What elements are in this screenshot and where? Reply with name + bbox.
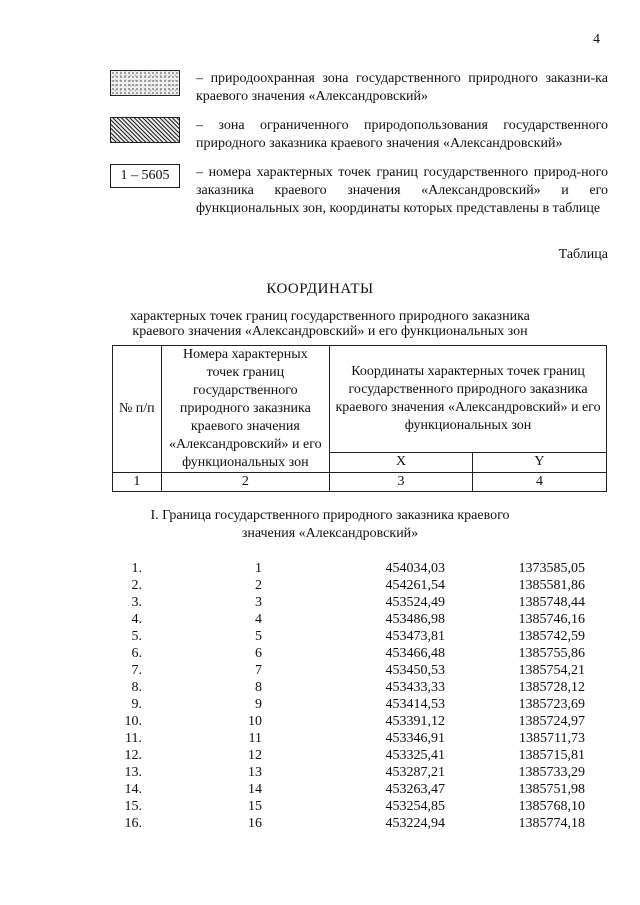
row-number: 12. bbox=[124, 748, 142, 763]
table-row bbox=[0, 560, 640, 577]
table-row bbox=[0, 815, 640, 832]
coordinate-x: 453473,81 bbox=[385, 629, 445, 644]
document-subtitle: характерных точек границ государственного природного заказника краевого значения «Александровский» и его функциональных зон bbox=[130, 309, 530, 339]
header-x: X bbox=[330, 452, 473, 472]
point-number: 2 bbox=[255, 578, 262, 593]
point-number: 12 bbox=[248, 748, 262, 763]
point-number: 1 bbox=[255, 561, 262, 576]
row-number: 8. bbox=[131, 680, 142, 695]
hatched-zone-swatch bbox=[110, 117, 180, 143]
table-caption: Таблица bbox=[558, 247, 608, 262]
header-col-point-numbers: Номера характерных точек границ государственного природного заказника краевого значения «Александровский» и его функциональных зон bbox=[161, 346, 329, 473]
point-number: 5 bbox=[255, 629, 262, 644]
table-row bbox=[0, 713, 640, 730]
coordinate-y: 1385751,98 bbox=[518, 782, 585, 797]
table-row bbox=[0, 696, 640, 713]
row-number: 4. bbox=[131, 612, 142, 627]
row-number: 14. bbox=[124, 782, 142, 797]
coordinate-y: 1385774,18 bbox=[518, 816, 585, 831]
page-number: 4 bbox=[593, 32, 600, 47]
section-title: I. Граница государственного природного заказника краевого значения «Александровский» bbox=[150, 508, 510, 541]
header-index-2: 2 bbox=[161, 473, 329, 492]
table-row bbox=[0, 679, 640, 696]
coordinate-x: 453391,12 bbox=[385, 714, 445, 729]
coordinate-y: 1385581,86 bbox=[518, 578, 585, 593]
coordinate-y: 1385748,44 bbox=[518, 595, 585, 610]
coordinate-x: 453486,98 bbox=[385, 612, 445, 627]
header-col-number: № п/п bbox=[113, 346, 162, 473]
table-row bbox=[0, 662, 640, 679]
dotted-zone-swatch bbox=[110, 70, 180, 96]
coordinate-rows bbox=[0, 560, 640, 832]
point-number: 11 bbox=[248, 731, 262, 746]
coordinate-x: 453466,48 bbox=[385, 646, 445, 661]
legend-text-point-numbers: – номера характерных точек границ государственного природ-ного заказника краевого значения «Александровский» и его функциональных зон, координаты которых представлены в таблице bbox=[196, 165, 608, 216]
row-number: 2. bbox=[131, 578, 142, 593]
coordinate-y: 1385755,86 bbox=[518, 646, 585, 661]
legend-text-protected-zone: – природоохранная зона государственного природного заказни-ка краевого значения «Александровский» bbox=[196, 71, 608, 104]
coordinate-y: 1385733,29 bbox=[518, 765, 585, 780]
coordinate-y: 1385728,12 bbox=[518, 680, 585, 695]
table-row bbox=[0, 577, 640, 594]
point-number: 6 bbox=[255, 646, 262, 661]
coordinate-x: 453346,91 bbox=[385, 731, 445, 746]
table-row bbox=[0, 798, 640, 815]
coordinate-x: 453450,53 bbox=[385, 663, 445, 678]
row-number: 15. bbox=[124, 799, 142, 814]
point-number: 15 bbox=[248, 799, 262, 814]
row-number: 13. bbox=[124, 765, 142, 780]
header-table bbox=[112, 345, 607, 492]
document-title: КООРДИНАТЫ bbox=[266, 281, 374, 297]
coordinate-x: 453287,21 bbox=[385, 765, 445, 780]
coordinate-x: 453433,33 bbox=[385, 680, 445, 695]
coordinate-y: 1385768,10 bbox=[518, 799, 585, 814]
legend-text-limited-zone: – зона ограниченного природопользования государственного природного заказника краевого значения «Александровский» bbox=[196, 118, 608, 151]
point-number: 7 bbox=[255, 663, 262, 678]
table-row bbox=[0, 764, 640, 781]
table-row bbox=[0, 781, 640, 798]
point-number: 10 bbox=[248, 714, 262, 729]
header-index-1: 1 bbox=[113, 473, 162, 492]
point-number: 3 bbox=[255, 595, 262, 610]
coordinate-x: 453414,53 bbox=[385, 697, 445, 712]
coordinate-x: 454034,03 bbox=[385, 561, 445, 576]
row-number: 1. bbox=[131, 561, 142, 576]
coordinate-x: 453263,47 bbox=[385, 782, 445, 797]
coordinate-y: 1385723,69 bbox=[518, 697, 585, 712]
coordinate-x: 453224,94 bbox=[385, 816, 445, 831]
row-number: 6. bbox=[131, 646, 142, 661]
row-number: 11. bbox=[125, 731, 142, 746]
point-number: 14 bbox=[248, 782, 262, 797]
table-row bbox=[0, 628, 640, 645]
point-number: 4 bbox=[255, 612, 262, 627]
header-y: Y bbox=[472, 452, 606, 472]
point-number: 8 bbox=[255, 680, 262, 695]
header-index-3: 3 bbox=[330, 473, 473, 492]
table-row bbox=[0, 611, 640, 628]
coordinate-y: 1385724,97 bbox=[518, 714, 585, 729]
coordinate-y: 1385715,81 bbox=[518, 748, 585, 763]
table-row bbox=[0, 645, 640, 662]
coordinate-y: 1385742,59 bbox=[518, 629, 585, 644]
point-number: 13 bbox=[248, 765, 262, 780]
coordinate-y: 1385711,73 bbox=[519, 731, 585, 746]
table-row bbox=[0, 594, 640, 611]
coordinate-y: 1373585,05 bbox=[518, 561, 585, 576]
coordinate-y: 1385746,16 bbox=[518, 612, 585, 627]
coordinate-x: 453254,85 bbox=[385, 799, 445, 814]
table-row bbox=[0, 730, 640, 747]
coordinate-x: 453524,49 bbox=[385, 595, 445, 610]
coordinate-y: 1385754,21 bbox=[518, 663, 585, 678]
coordinate-x: 453325,41 bbox=[385, 748, 445, 763]
coordinate-x: 454261,54 bbox=[385, 578, 445, 593]
point-range-label: 1 – 5605 bbox=[110, 164, 180, 188]
table-row bbox=[0, 747, 640, 764]
header-index-4: 4 bbox=[472, 473, 606, 492]
point-number: 9 bbox=[255, 697, 262, 712]
point-number: 16 bbox=[248, 816, 262, 831]
row-number: 3. bbox=[131, 595, 142, 610]
row-number: 7. bbox=[131, 663, 142, 678]
row-number: 10. bbox=[124, 714, 142, 729]
header-col-coordinates: Координаты характерных точек границ государственного природного заказника краевого значения «Александровский» и его функциональных зон bbox=[330, 346, 607, 453]
row-number: 5. bbox=[131, 629, 142, 644]
row-number: 9. bbox=[131, 697, 142, 712]
row-number: 16. bbox=[124, 816, 142, 831]
